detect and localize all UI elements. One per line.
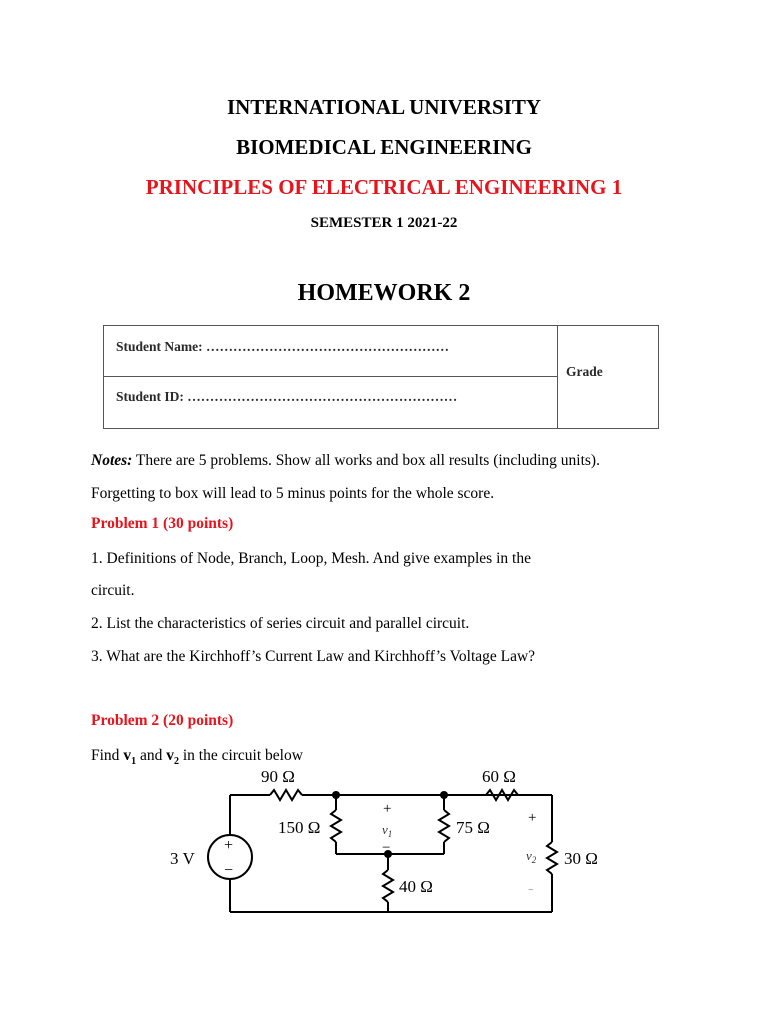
resistor-150-symbol <box>331 810 341 842</box>
v2-plus: + <box>528 810 537 826</box>
homework-title: HOMEWORK 2 <box>297 280 471 306</box>
prompt-text: Find <box>91 747 124 764</box>
r60-label: 60 Ω <box>482 767 516 786</box>
semester-label: SEMESTER 1 2021-22 <box>310 215 458 231</box>
student-id-field[interactable]: Student ID: …………………………………………………… <box>116 389 458 404</box>
notes-line-1 <box>91 451 600 471</box>
v1-symbol: $v_1$ <box>123 747 137 768</box>
student-info-table <box>103 325 659 429</box>
prompt-text: in the circuit below <box>178 747 303 764</box>
v2-symbol: $v_2$ <box>166 747 179 768</box>
v2-minus: − <box>528 885 534 896</box>
r150-label: 150 Ω <box>278 818 321 837</box>
resistor-40-symbol <box>383 870 393 902</box>
v1-plus: + <box>383 801 392 817</box>
prompt-text: and <box>136 747 167 764</box>
table-divider <box>104 376 557 377</box>
node-dot <box>332 791 340 799</box>
v1-minus: − <box>382 840 391 856</box>
source-plus: + <box>224 837 234 854</box>
notes-text: There are 5 problems. Show all works and box all results (including units). <box>132 452 600 469</box>
grade-label: Grade <box>566 364 603 379</box>
v2-label: $v_2$ <box>526 848 537 865</box>
problem-1-question-1-cont: circuit. <box>91 582 135 599</box>
resistor-30-symbol <box>547 842 557 874</box>
university-title: INTERNATIONAL UNIVERSITY <box>226 95 542 119</box>
department-title: BIOMEDICAL ENGINEERING <box>236 135 532 159</box>
notes-line-2: Forgetting to box will lead to 5 minus points for the whole score. <box>91 485 495 502</box>
source-minus: − <box>224 862 234 879</box>
problem-1-title: Problem 1 (30 points) <box>91 515 234 532</box>
problem-1-question-3: 3. What are the Kirchhoff’s Current Law and Kirchhoff’s Voltage Law? <box>91 648 536 665</box>
source-label: 3 V <box>170 849 195 868</box>
r30-label: 30 Ω <box>564 849 598 868</box>
student-name-field[interactable]: Student Name: ……………………………………………… <box>116 339 449 354</box>
r75-label: 75 Ω <box>456 818 490 837</box>
r40-label: 40 Ω <box>399 877 433 896</box>
r90-label: 90 Ω <box>261 767 295 786</box>
course-title: PRINCIPLES OF ELECTRICAL ENGINEERING 1 <box>145 175 623 199</box>
table-divider <box>557 326 558 428</box>
problem-1-question-2: 2. List the characteristics of series circuit and parallel circuit. <box>91 615 470 632</box>
resistor-75-symbol <box>439 810 449 842</box>
notes-label: Notes: <box>91 452 133 469</box>
circuit-diagram <box>160 760 600 920</box>
resistor-90-symbol <box>270 790 302 800</box>
node-dot <box>440 791 448 799</box>
v1-label: $v_1$ <box>382 822 393 839</box>
problem-2-title: Problem 2 (20 points) <box>91 712 234 729</box>
problem-1-question-1: 1. Definitions of Node, Branch, Loop, Mesh. And give examples in the <box>91 550 531 567</box>
